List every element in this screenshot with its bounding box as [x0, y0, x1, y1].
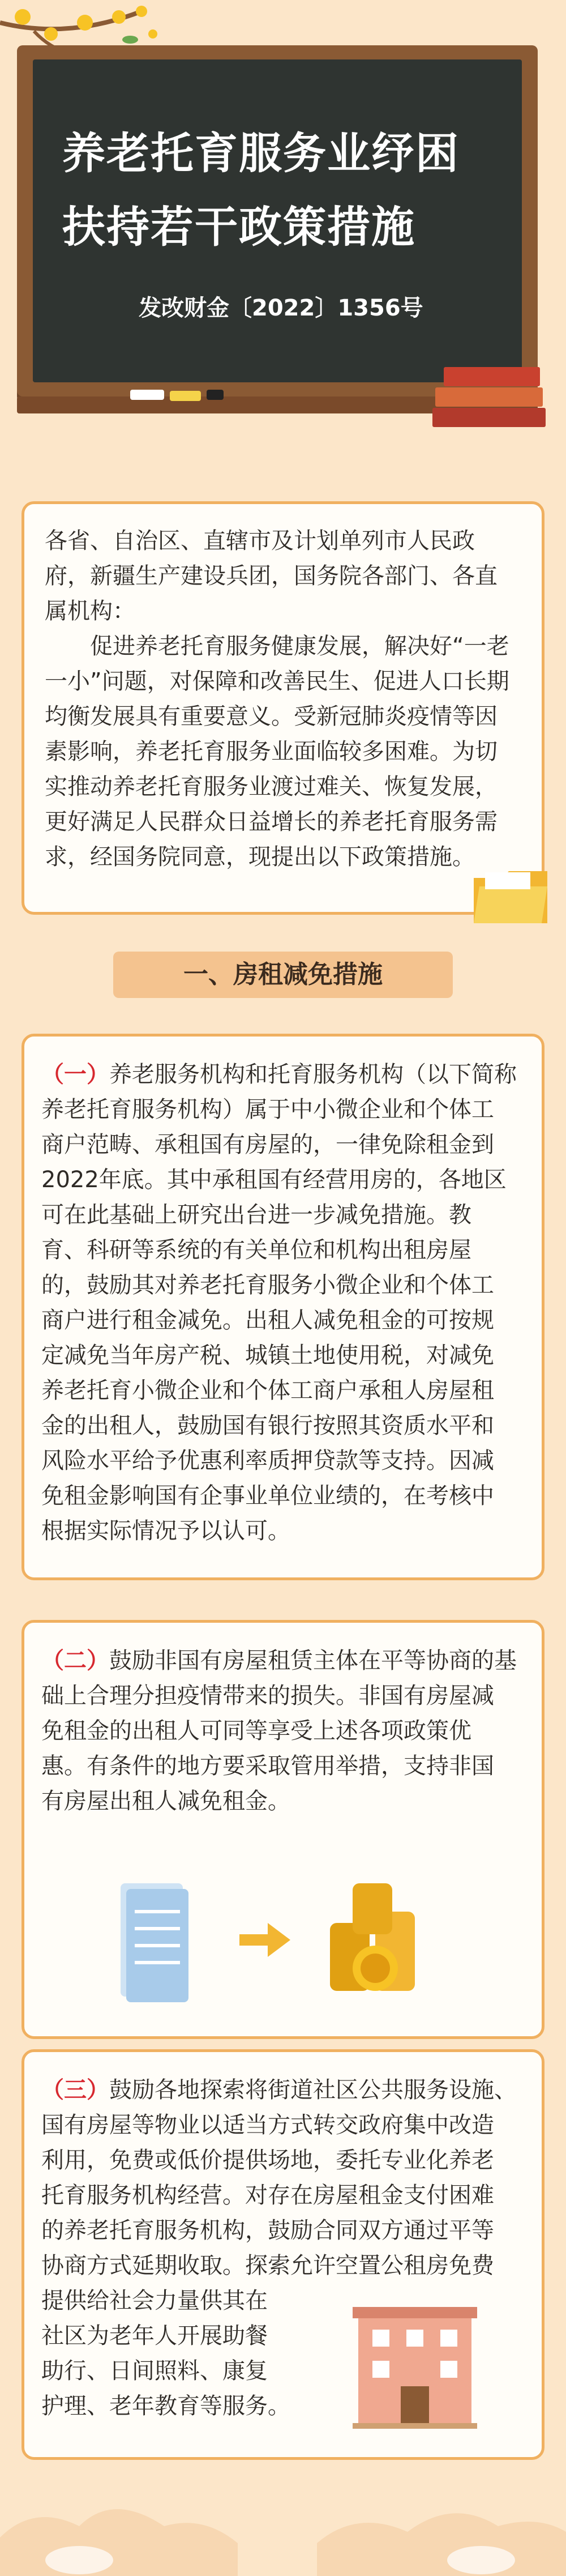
policy-text: 鼓励各地探索将街道社区公共服务设施、: [109, 2077, 517, 2103]
rent-to-coins-illustration: [109, 1872, 460, 2002]
policy-line: 有房屋出租人减免租金。: [41, 1788, 290, 1814]
intro-text: 促进养老托育服务健康发展，解决好“一老: [90, 633, 509, 659]
intro-text: 素影响，养老托育服务业面临较多困难。为切: [45, 739, 498, 765]
policy-line: 础上合理分担疫情带来的损失。非国有房屋减: [41, 1683, 494, 1709]
intro-text: 一小”问题，对保障和改善民生、促进人口长期: [45, 668, 509, 694]
item-marker: （三）: [41, 2077, 109, 2103]
policy-line: 根据实际情况予以认可。: [41, 1518, 290, 1544]
policy-line: [41, 2072, 525, 2108]
intro-text: 属机构：: [45, 598, 135, 624]
policy-line: 金的出租人，鼓励国有银行按照其资质水平和: [41, 1413, 494, 1439]
item-marker: （一）: [41, 1061, 109, 1087]
policy-line: [41, 1643, 525, 1678]
policy-line: 利用，免费或低价提供场地，委托专业化养老: [41, 2147, 494, 2173]
chalk-icon: [170, 391, 201, 401]
policy-line: 惠。有条件的地方要采取管用举措，支持非国: [41, 1753, 494, 1779]
policy-line: 可在此基础上研究出台进一步减免措施。教: [41, 1202, 471, 1228]
folder-icon: [468, 855, 553, 929]
document-number: 发改财金〔2022〕1356号: [139, 295, 423, 321]
page-title-line-1: 养老托育服务业纾困: [62, 128, 460, 178]
policy-line: 社区为老年人开展助餐: [41, 2323, 268, 2349]
policy-line: 养老托育服务机构）属于中小微企业和个体工: [41, 1097, 494, 1123]
page-title-line-2: 扶持若干政策措施: [62, 202, 415, 252]
intro-card: [22, 501, 544, 915]
policy-line: 育、科研等系统的有关单位和机构出租房屋: [41, 1237, 471, 1263]
document-stack-icon: [121, 1883, 188, 2002]
eraser-icon: [207, 390, 224, 400]
policy-line: 提供给社会力量供其在: [41, 2288, 268, 2314]
section-heading-rent-relief: 一、房租减免措施: [113, 952, 453, 998]
policy-line: 商户进行租金减免。出租人减免租金的可按规: [41, 1307, 494, 1333]
policy-card-2: [22, 1620, 544, 2039]
cloud-decoration-icon: [0, 2481, 566, 2576]
policy-line: 定减免当年房产税、城镇土地使用税，对减免: [41, 1342, 494, 1368]
policy-line: 护理、老年教育等服务。: [41, 2393, 290, 2419]
books-icon: [432, 367, 546, 452]
policy-line: [41, 1057, 525, 1092]
policy-line: 助行、日间照料、康复: [41, 2358, 268, 2384]
intro-text: 更好满足人民群众日益增长的养老托育服务需: [45, 809, 498, 835]
policy-line: 的，鼓励其对养老托育服务小微企业和个体工: [41, 1272, 494, 1298]
policy-text: 鼓励非国有房屋租赁主体在平等协商的基: [109, 1648, 517, 1674]
policy-line: 免租金影响国有企事业单位业绩的，在考核中: [41, 1483, 494, 1509]
item-marker: （二）: [41, 1648, 109, 1674]
intro-text: 实推动养老托育服务业渡过难关、恢复发展，: [45, 774, 498, 800]
arrow-right-icon: [239, 1923, 290, 1957]
intro-text: 均衡发展具有重要意义。受新冠肺炎疫情等因: [45, 703, 498, 730]
policy-line: 商户范畴、承租国有房屋的，一律免除租金到: [41, 1132, 494, 1158]
policy-text: 养老服务机构和托育服务机构（以下简称: [109, 1061, 517, 1087]
intro-text: 求，经国务院同意，现提出以下政策措施。: [45, 844, 475, 870]
policy-card-1: [22, 1034, 544, 1580]
building-icon: [341, 2290, 488, 2437]
policy-line: 国有房屋等物业以适当方式转交政府集中改造: [41, 2112, 494, 2138]
intro-text: 各省、自治区、直辖市及计划单列市人民政: [45, 528, 475, 554]
policy-card-3: [22, 2049, 544, 2460]
policy-line: 的养老托育服务机构，鼓励合同双方通过平等: [41, 2217, 494, 2244]
policy-line: 协商方式延期收取。探索允许空置公租房免费: [41, 2253, 494, 2279]
policy-line: 风险水平给予优惠利率质押贷款等支持。因减: [41, 1448, 494, 1474]
policy-line: 养老托育小微企业和个体工商户承租人房屋租: [41, 1377, 494, 1404]
chalk-icon: [130, 390, 164, 400]
intro-text: 府，新疆生产建设兵团，国务院各部门、各直: [45, 563, 498, 589]
coin-stack-icon: [330, 1883, 415, 1991]
policy-line: 托育服务机构经营。对存在房屋租金支付困难: [41, 2182, 494, 2208]
policy-line: 2022年底。其中承租国有经营用房的，各地区: [41, 1167, 507, 1193]
header-banner: [0, 0, 566, 481]
policy-line: 免租金的出租人可同等享受上述各项政策优: [41, 1718, 471, 1744]
